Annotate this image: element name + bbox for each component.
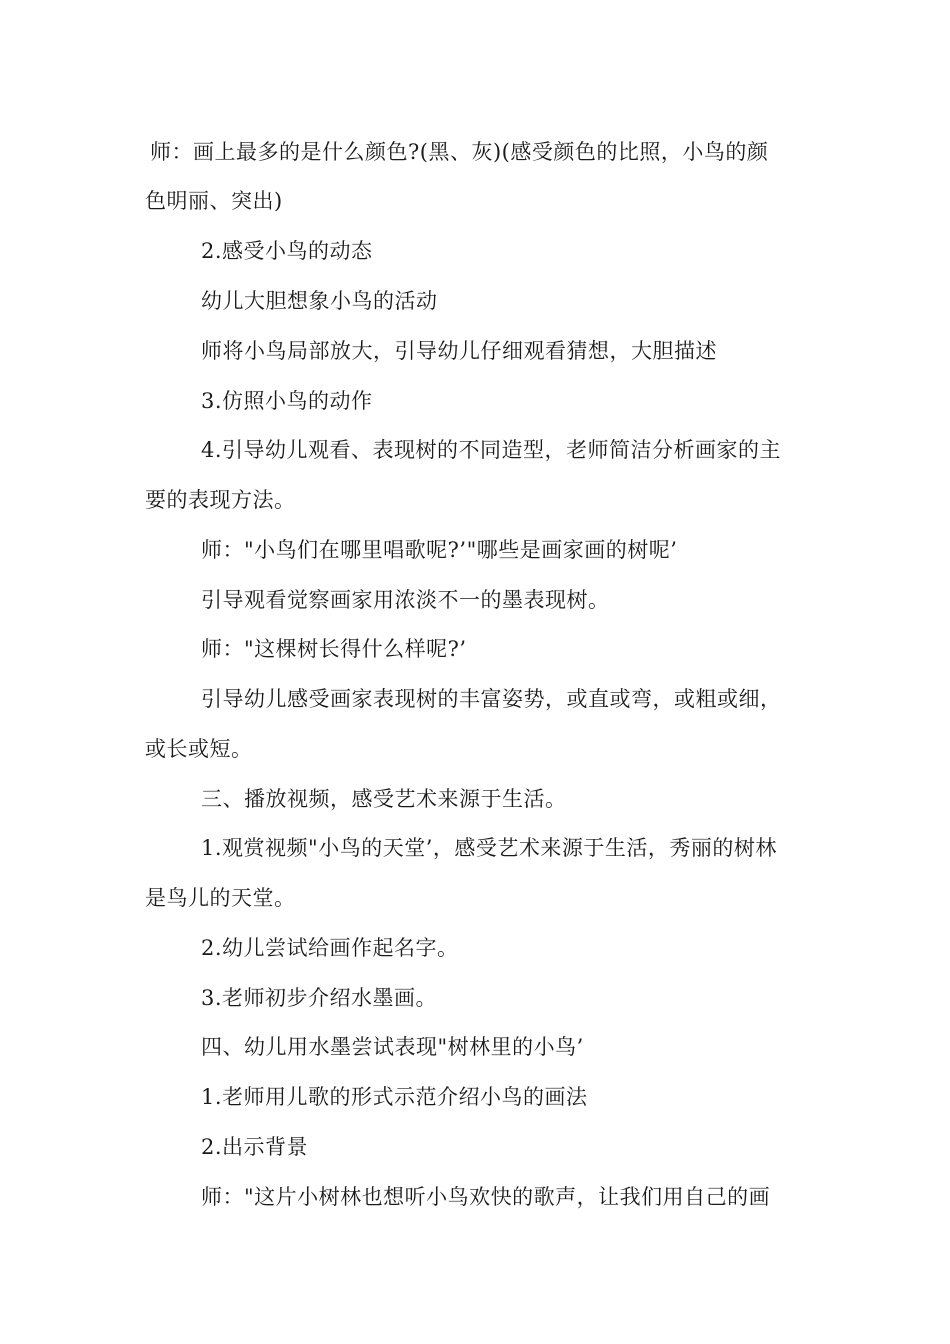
text-line: 或长或短。: [145, 737, 253, 761]
text-line: 3.老师初步介绍水墨画。: [201, 986, 438, 1010]
text-line: 3.仿照小鸟的动作: [201, 389, 373, 413]
text-line: 幼儿大胆想象小鸟的活动: [201, 289, 438, 313]
text-line: 色明丽、突出): [145, 189, 283, 213]
text-line: 4.引导幼儿观看、表现树的不同造型，老师简洁分析画家的主: [201, 438, 782, 462]
text-line: 引导观看觉察画家用浓淡不一的墨表现树。: [201, 588, 610, 612]
text-line: 2.出示背景: [201, 1135, 309, 1159]
text-line: 要的表现方法。: [145, 488, 296, 512]
text-line: 引导幼儿感受画家表现树的丰富姿势，或直或弯，或粗或细，: [201, 687, 782, 711]
text-line: 师："这片小树林也想听小鸟欢快的歌声，让我们用自己的画: [201, 1185, 771, 1209]
text-line: 是鸟儿的天堂。: [145, 886, 296, 910]
text-line: 师："这棵树长得什么样呢?’: [201, 637, 467, 661]
text-line: 2.幼儿尝试给画作起名字。: [201, 936, 459, 960]
text-line: 三、播放视频，感受艺术来源于生活。: [201, 787, 567, 811]
text-line: 四、幼儿用水墨尝试表现"树林里的小鸟’: [201, 1035, 584, 1059]
text-line: 师：画上最多的是什么颜色?(黑、灰)(感受颜色的比照，小鸟的颜: [150, 140, 769, 164]
text-line: 1.老师用儿歌的形式示范介绍小鸟的画法: [201, 1085, 588, 1109]
text-line: 1.观赏视频"小鸟的天堂’，感受艺术来源于生活，秀丽的树林: [201, 836, 777, 860]
text-line: 师："小鸟们在哪里唱歌呢?’"哪些是画家画的树呢’: [201, 538, 678, 562]
text-line: 2.感受小鸟的动态: [201, 239, 373, 263]
text-line: 师将小鸟局部放大，引导幼儿仔细观看猜想，大胆描述: [201, 339, 717, 363]
